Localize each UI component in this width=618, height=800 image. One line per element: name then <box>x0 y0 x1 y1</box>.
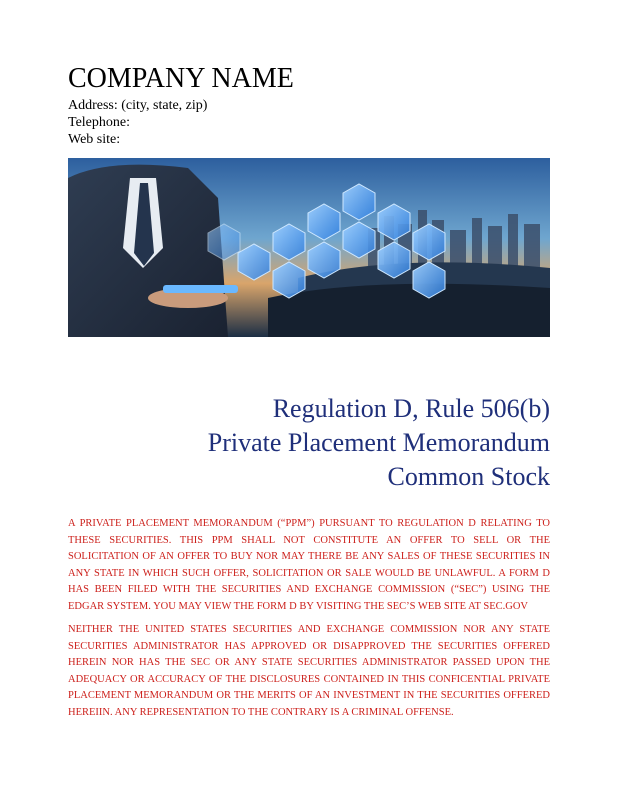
legal-notice-offer: A PRIVATE PLACEMENT MEMORANDUM (“PPM”) PURSUANT TO REGULATION D RELATING TO THESE SECURITIES. THIS PPM SHALL NOT CONSTITUTE AN OFFER TO SELL OR THE SOLICITATION OF AN OFFER TO BUY NOR MAY THERE BE ANY SALES OF THESE SECURITIES IN ANY STATE IN WHICH SUCH OFFER, SOLICITATION OR SALE WOULD BE UNLAWFUL. A FORM D HAS BEEN FILED WITH THE SECURITIES AND EXCHANGE COMMISSION (“SEC”) USING THE EDGAR SYSTEM. YOU MAY VIEW THE FORM D BY VISITING THE SEC’S WEB SITE AT SEC.GOV <box>68 518 550 612</box>
title-regulation: Regulation D, Rule 506(b) <box>272 394 550 423</box>
contact-block <box>68 97 207 148</box>
company-name: COMPANY NAME <box>68 63 294 94</box>
telephone-label: Telephone: <box>68 115 130 130</box>
cover-banner-image <box>68 158 550 337</box>
legal-notice-sec: NEITHER THE UNITED STATES SECURITIES AND EXCHANGE COMMISSION NOR ANY STATE SECURITIES ADMINISTRATOR HAS APPROVED OR DISAPPROVED THE SECURITIES OFFERED HEREIN NOR HAS THE SEC OR ANY STATE SECURITIES ADMINISTRATOR PASSED UPON THE ADEQUACY OR ACCURACY OF THE DISCLOSURES CONTAINED IN THIS CONFICENTIAL PRIVATE PLACEMENT MEMORANDUM OR THE MERITS OF AN INVESTMENT IN THE SECURITIES OFFERED HEREIIN. ANY REPRESENTATION TO THE CONTRARY IS A CRIMINAL OFFENSE. <box>68 624 550 718</box>
title-ppm: Private Placement Memorandum <box>207 428 550 457</box>
banner-illustration <box>68 158 550 337</box>
website-label: Web site: <box>68 132 121 147</box>
address-label: Address: (city, state, zip) <box>68 98 208 113</box>
document-title-block <box>208 392 550 494</box>
title-common-stock: Common Stock <box>387 462 550 491</box>
